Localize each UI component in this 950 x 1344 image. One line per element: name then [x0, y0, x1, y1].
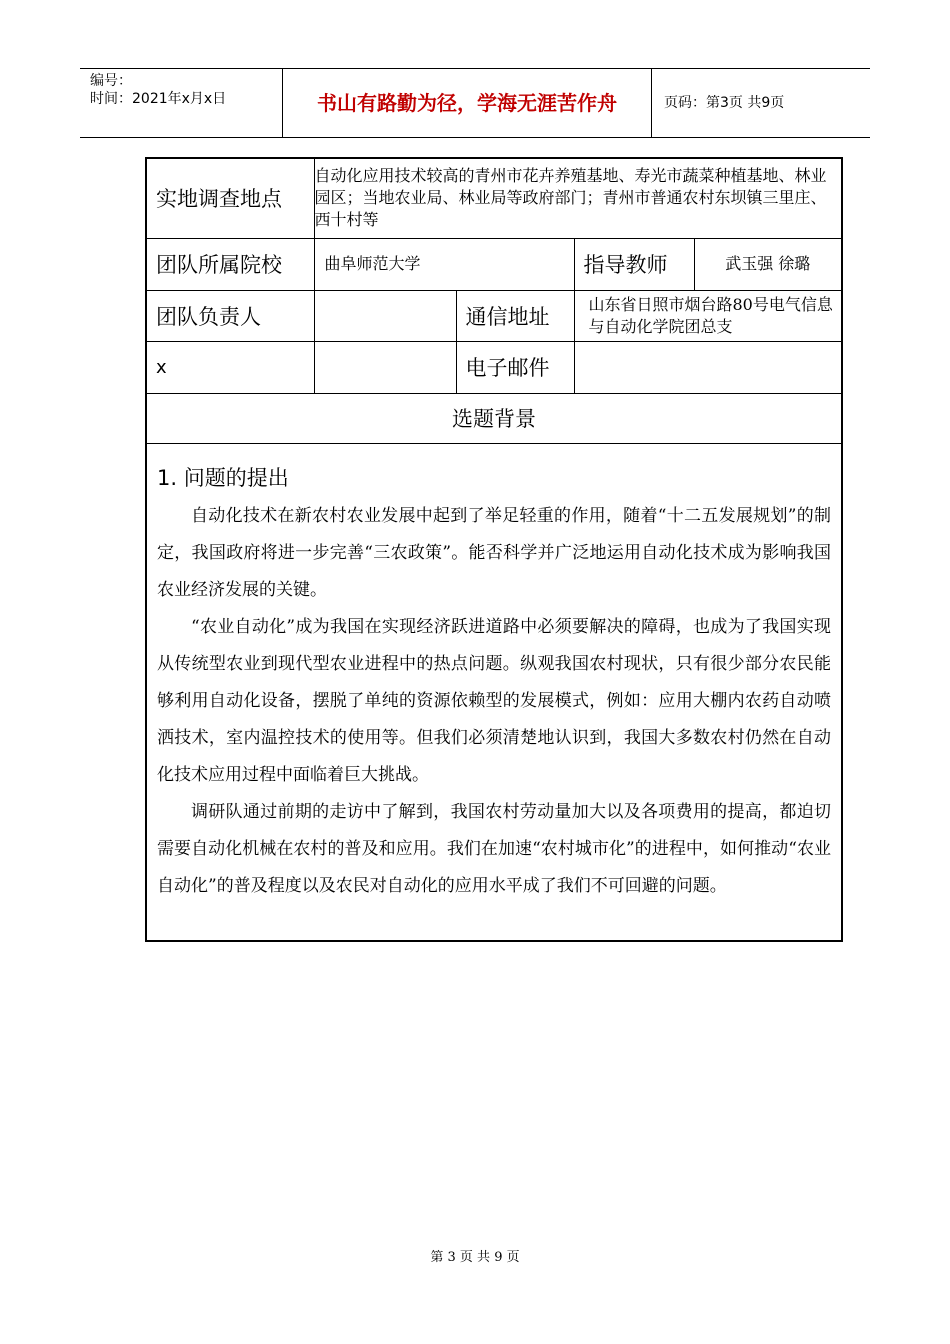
teacher-label: 指导教师: [574, 238, 694, 290]
row-background-title: [146, 393, 842, 443]
site-label: 实地调查地点: [146, 158, 314, 238]
header-meta: [80, 69, 280, 137]
school-label: 团队所属院校: [146, 238, 314, 290]
row-school: [146, 238, 842, 290]
background-body: [146, 443, 842, 941]
row-background-body: [146, 443, 842, 941]
header-page-info: 页码：第3页 共9页: [664, 95, 785, 111]
site-value: 自动化应用技术较高的青州市花卉养殖基地、寿光市蔬菜种植基地、林业园区；当地农业局、林业局等政府部门；青州市普通农村东坝镇三里庄、西十村等: [314, 158, 842, 238]
row-leader: [146, 290, 842, 341]
paragraph-1: 自动化技术在新农村农业发展中起到了举足轻重的作用，随着“十二五发展规划”的制定，我国政府将进一步完善“三农政策”。能否科学并广泛地运用自动化技术成为影响我国农业经济发展的关键。: [157, 505, 832, 600]
header-motto: 书山有路勤为径，学海无涯苦作舟: [282, 69, 652, 137]
email-value: [574, 341, 842, 393]
email-label: 电子邮件: [456, 341, 574, 393]
section-heading: 1. 问题的提出: [157, 465, 289, 490]
x-label: x: [146, 341, 314, 393]
row-site: [146, 158, 842, 238]
time-label: 时间：2021年x月x日: [90, 91, 227, 107]
background-title: 选题背景: [146, 393, 842, 443]
paragraph-3: 调研队通过前期的走访中了解到，我国农村劳动量加大以及各项费用的提高，都迫切需要自动化机械在农村的普及和应用。我们在加速“农村城市化”的进程中，如何推动“农业自动化”的普及程度以及农民对自动化的应用水平成了我们不可回避的问题。: [157, 801, 832, 896]
page-header: [80, 68, 870, 138]
paragraph-2: “农业自动化”成为我国在实现经济跃进道路中必须要解决的障碍，也成为了我国实现从传统型农业到现代型农业进程中的热点问题。纵观我国农村现状，只有很少部分农民能够利用自动化设备，摆脱了单纯的资源依赖型的发展模式，例如：应用大棚内农药自动喷洒技术，室内温控技术的使用等。但我们必须清楚地认识到，我国大多数农村仍然在自动化技术应用过程中面临着巨大挑战。: [157, 616, 832, 785]
page-footer: 第 3 页 共 9 页: [430, 1250, 520, 1265]
x-value: [314, 341, 456, 393]
number-label: 编号：: [90, 73, 132, 89]
address-label: 通信地址: [456, 290, 574, 341]
school-value: 曲阜师范大学: [314, 238, 574, 290]
application-form-table: [145, 157, 843, 942]
address-value: 山东省日照市烟台路80号电气信息与自动化学院团总支: [574, 290, 842, 341]
teacher-value: 武玉强 徐璐: [694, 238, 842, 290]
leader-value: [314, 290, 456, 341]
leader-label: 团队负责人: [146, 290, 314, 341]
row-email: [146, 341, 842, 393]
